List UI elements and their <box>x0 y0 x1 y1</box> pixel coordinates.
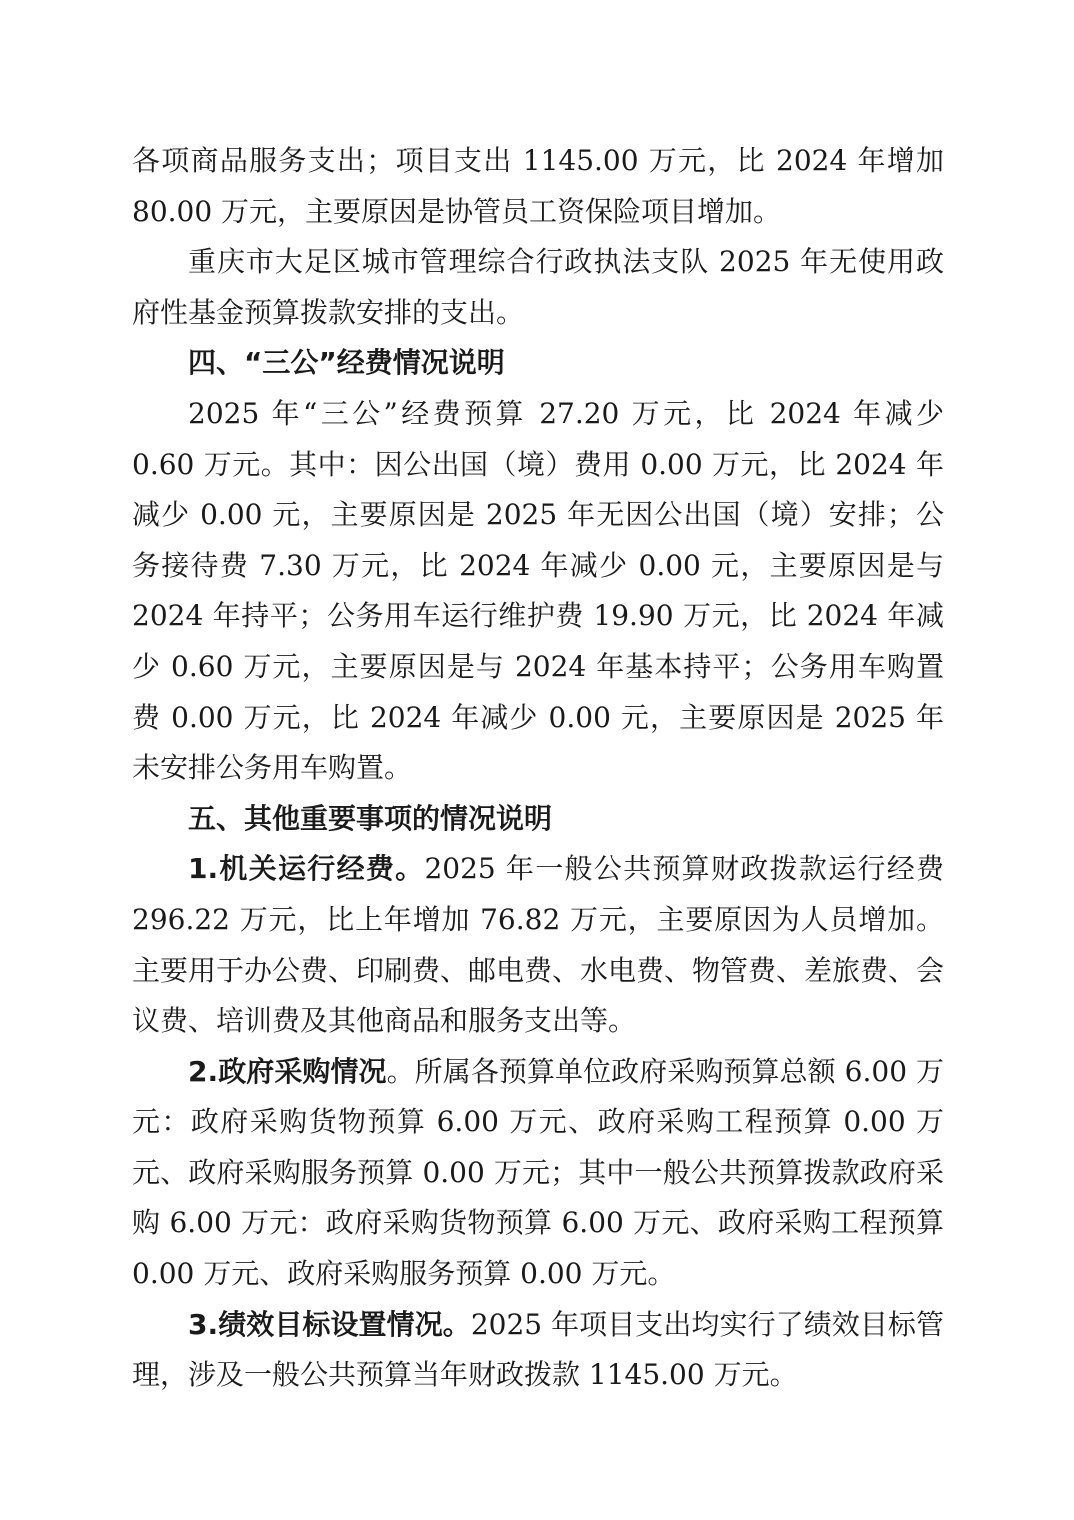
document-page <box>132 136 944 1401</box>
section-heading-other-matters: 五、其他重要事项的情况说明 <box>188 801 553 835</box>
performance-targets-lead: 3.绩效目标设置情况。 <box>188 1307 471 1341</box>
paragraph-performance-targets <box>132 1300 944 1401</box>
government-procurement-lead: 2.政府采购情况 <box>188 1054 387 1088</box>
section-heading-three-public: 四、“三公”经费情况说明 <box>188 346 505 380</box>
paragraph-project-expenditure: 各项商品服务支出；项目支出 1145.00 万元，比 2024 年增加 80.00 万元，主要原因是协管员工资保险项目增加。 <box>132 144 944 228</box>
operating-expenses-lead: 1.机关运行经费。 <box>188 852 425 886</box>
performance-targets-body: 2025 年项目支出均实行了绩效目标管理，涉及一般公共预算当年财政拨款 1145.00 万元。 <box>132 1307 944 1392</box>
paragraph-three-public-expenses: 2025 年“三公”经费预算 27.20 万元，比 2024 年减少 0.60 万元。其中：因公出国（境）费用 0.00 万元，比 2024 年减少 0.00 元，主要原因是 2025 年无因公出国（境）安排；公务接待费 7.30 万元，比 2024 年减少 0.00 元，主要原因是与 2024 年持平；公务用车运行维护费 19.90 万元，比 2024 年减少 0.60 万元，主要原因是与 2024 年基本持平；公务用车购置费 0.00 万元，比 2024 年减少 0.00 元，主要原因是 2025 年未安排公务用车购置。 <box>132 396 944 785</box>
paragraph-operating-expenses <box>132 844 944 1046</box>
paragraph-government-fund: 重庆市大足区城市管理综合行政执法支队 2025 年无使用政府性基金预算拨款安排的支出。 <box>132 245 944 329</box>
paragraph-government-procurement <box>132 1047 944 1300</box>
government-procurement-body: 。所属各预算单位政府采购预算总额 6.00 万元：政府采购货物预算 6.00 万元、政府采购工程预算 0.00 万元、政府采购服务预算 0.00 万元；其中一般公共预算拨款政府采购 6.00 万元：政府采购货物预算 6.00 万元、政府采购工程预算 0.00 万元、政府采购服务预算 0.00 万元。 <box>132 1054 944 1291</box>
operating-expenses-body: 2025 年一般公共预算财政拨款运行经费 296.22 万元，比上年增加 76.82 万元，主要原因为人员增加。主要用于办公费、印刷费、邮电费、水电费、物管费、差旅费、会议费、培训费及其他商品和服务支出等。 <box>132 852 945 1038</box>
